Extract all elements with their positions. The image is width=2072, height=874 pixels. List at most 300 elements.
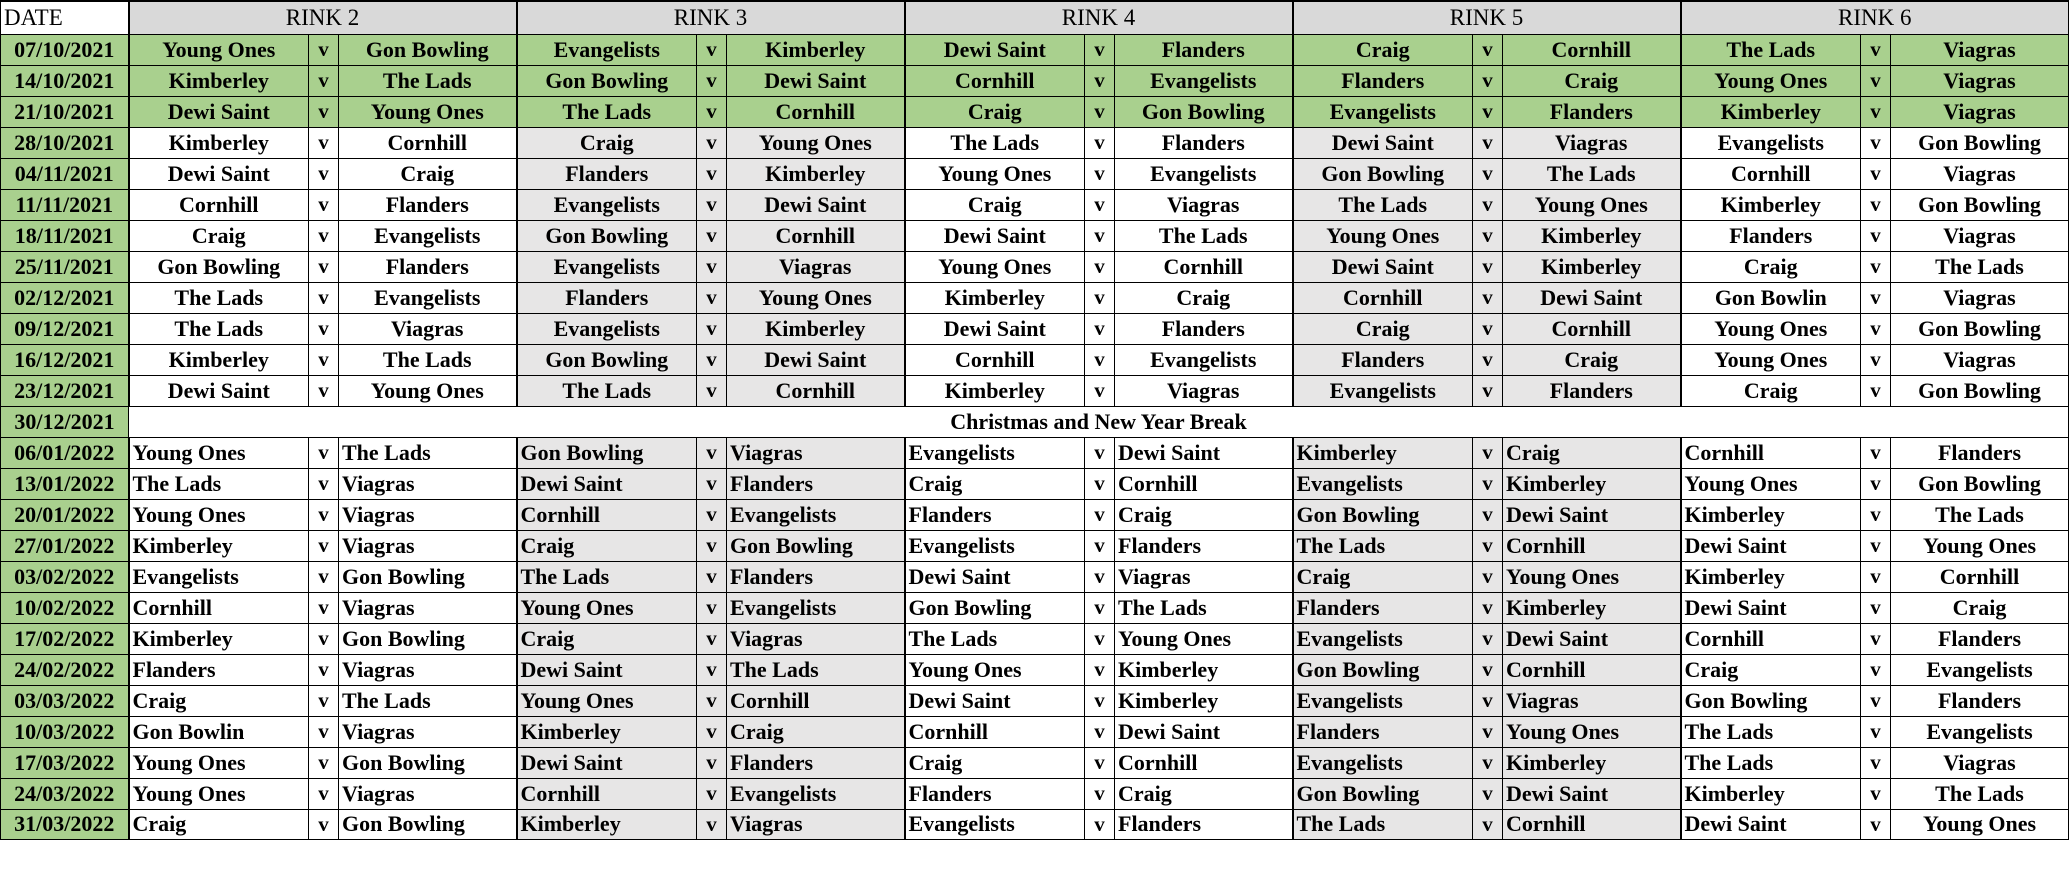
- away-team-cell[interactable]: Viagras: [339, 654, 517, 685]
- away-team-cell[interactable]: Cornhill: [727, 220, 905, 251]
- home-team-cell[interactable]: Flanders: [129, 654, 309, 685]
- date-cell[interactable]: 31/03/2022: [1, 809, 129, 839]
- away-team-cell[interactable]: Young Ones: [727, 282, 905, 313]
- away-team-cell[interactable]: Evangelists: [727, 499, 905, 530]
- away-team-cell[interactable]: Cornhill: [1503, 34, 1681, 65]
- away-team-cell[interactable]: Evangelists: [1115, 344, 1293, 375]
- away-team-cell[interactable]: Craig: [1115, 499, 1293, 530]
- home-team-cell[interactable]: Gon Bowling: [1293, 499, 1473, 530]
- date-cell[interactable]: 16/12/2021: [1, 344, 129, 375]
- vs-cell[interactable]: v: [1861, 623, 1891, 654]
- home-team-cell[interactable]: Young Ones: [1681, 65, 1861, 96]
- home-team-cell[interactable]: Craig: [905, 96, 1085, 127]
- date-cell[interactable]: 20/01/2022: [1, 499, 129, 530]
- vs-cell[interactable]: v: [1473, 592, 1503, 623]
- away-team-cell[interactable]: Viagras: [727, 809, 905, 839]
- vs-cell[interactable]: v: [1085, 96, 1115, 127]
- home-team-cell[interactable]: Dewi Saint: [905, 220, 1085, 251]
- home-team-cell[interactable]: Evangelists: [1293, 747, 1473, 778]
- vs-cell[interactable]: v: [697, 778, 727, 809]
- away-team-cell[interactable]: The Lads: [727, 654, 905, 685]
- home-team-cell[interactable]: Craig: [517, 623, 697, 654]
- rink-header-5[interactable]: RINK 5: [1293, 1, 1681, 34]
- vs-cell[interactable]: v: [1861, 344, 1891, 375]
- away-team-cell[interactable]: Gon Bowling: [1891, 468, 2069, 499]
- vs-cell[interactable]: v: [1085, 127, 1115, 158]
- vs-cell[interactable]: v: [1085, 313, 1115, 344]
- vs-cell[interactable]: v: [697, 623, 727, 654]
- home-team-cell[interactable]: Cornhill: [1681, 437, 1861, 468]
- away-team-cell[interactable]: Craig: [1891, 592, 2069, 623]
- vs-cell[interactable]: v: [309, 189, 339, 220]
- vs-cell[interactable]: v: [1473, 282, 1503, 313]
- vs-cell[interactable]: v: [1473, 127, 1503, 158]
- vs-cell[interactable]: v: [1085, 468, 1115, 499]
- away-team-cell[interactable]: Gon Bowling: [1891, 313, 2069, 344]
- vs-cell[interactable]: v: [697, 685, 727, 716]
- away-team-cell[interactable]: Dewi Saint: [1503, 499, 1681, 530]
- home-team-cell[interactable]: The Lads: [517, 96, 697, 127]
- vs-cell[interactable]: v: [309, 623, 339, 654]
- home-team-cell[interactable]: Craig: [129, 685, 309, 716]
- away-team-cell[interactable]: Cornhill: [1891, 561, 2069, 592]
- home-team-cell[interactable]: Kimberley: [129, 623, 309, 654]
- vs-cell[interactable]: v: [1085, 189, 1115, 220]
- home-team-cell[interactable]: Young Ones: [905, 158, 1085, 189]
- home-team-cell[interactable]: Kimberley: [1681, 96, 1861, 127]
- away-team-cell[interactable]: Viagras: [339, 716, 517, 747]
- away-team-cell[interactable]: Kimberley: [1503, 251, 1681, 282]
- vs-cell[interactable]: v: [1861, 685, 1891, 716]
- vs-cell[interactable]: v: [1473, 623, 1503, 654]
- home-team-cell[interactable]: Gon Bowlin: [129, 716, 309, 747]
- away-team-cell[interactable]: Evangelists: [1115, 65, 1293, 96]
- home-team-cell[interactable]: Cornhill: [1681, 623, 1861, 654]
- away-team-cell[interactable]: Young Ones: [727, 127, 905, 158]
- break-message[interactable]: Christmas and New Year Break: [129, 406, 2069, 437]
- vs-cell[interactable]: v: [309, 561, 339, 592]
- date-header[interactable]: DATE: [1, 1, 129, 34]
- away-team-cell[interactable]: Dewi Saint: [727, 189, 905, 220]
- home-team-cell[interactable]: Dewi Saint: [129, 158, 309, 189]
- away-team-cell[interactable]: Flanders: [727, 561, 905, 592]
- away-team-cell[interactable]: Viagras: [1891, 344, 2069, 375]
- away-team-cell[interactable]: Gon Bowling: [1891, 375, 2069, 406]
- vs-cell[interactable]: v: [1473, 189, 1503, 220]
- home-team-cell[interactable]: Young Ones: [905, 654, 1085, 685]
- away-team-cell[interactable]: Kimberley: [727, 34, 905, 65]
- away-team-cell[interactable]: Dewi Saint: [1503, 778, 1681, 809]
- vs-cell[interactable]: v: [697, 468, 727, 499]
- home-team-cell[interactable]: Flanders: [1681, 220, 1861, 251]
- home-team-cell[interactable]: Young Ones: [1681, 468, 1861, 499]
- home-team-cell[interactable]: The Lads: [129, 468, 309, 499]
- home-team-cell[interactable]: Gon Bowling: [905, 592, 1085, 623]
- away-team-cell[interactable]: Gon Bowling: [339, 747, 517, 778]
- away-team-cell[interactable]: Viagras: [339, 499, 517, 530]
- away-team-cell[interactable]: Viagras: [339, 468, 517, 499]
- away-team-cell[interactable]: Kimberley: [727, 313, 905, 344]
- home-team-cell[interactable]: Evangelists: [129, 561, 309, 592]
- home-team-cell[interactable]: Dewi Saint: [1681, 809, 1861, 839]
- home-team-cell[interactable]: Craig: [905, 189, 1085, 220]
- away-team-cell[interactable]: Viagras: [1891, 220, 2069, 251]
- home-team-cell[interactable]: Evangelists: [1681, 127, 1861, 158]
- away-team-cell[interactable]: Flanders: [1115, 809, 1293, 839]
- vs-cell[interactable]: v: [1085, 499, 1115, 530]
- vs-cell[interactable]: v: [1085, 747, 1115, 778]
- away-team-cell[interactable]: Gon Bowling: [1891, 189, 2069, 220]
- vs-cell[interactable]: v: [1861, 747, 1891, 778]
- vs-cell[interactable]: v: [1473, 34, 1503, 65]
- away-team-cell[interactable]: The Lads: [1115, 220, 1293, 251]
- away-team-cell[interactable]: Young Ones: [1503, 716, 1681, 747]
- away-team-cell[interactable]: Evangelists: [727, 778, 905, 809]
- away-team-cell[interactable]: Viagras: [1503, 685, 1681, 716]
- home-team-cell[interactable]: The Lads: [517, 375, 697, 406]
- vs-cell[interactable]: v: [697, 158, 727, 189]
- home-team-cell[interactable]: The Lads: [905, 623, 1085, 654]
- home-team-cell[interactable]: Craig: [517, 127, 697, 158]
- home-team-cell[interactable]: Evangelists: [905, 437, 1085, 468]
- home-team-cell[interactable]: Evangelists: [1293, 685, 1473, 716]
- vs-cell[interactable]: v: [1861, 282, 1891, 313]
- away-team-cell[interactable]: Cornhill: [727, 96, 905, 127]
- home-team-cell[interactable]: Dewi Saint: [129, 96, 309, 127]
- away-team-cell[interactable]: Flanders: [1115, 530, 1293, 561]
- vs-cell[interactable]: v: [309, 313, 339, 344]
- rink-header-4[interactable]: RINK 4: [905, 1, 1293, 34]
- home-team-cell[interactable]: Evangelists: [517, 313, 697, 344]
- away-team-cell[interactable]: Craig: [1115, 282, 1293, 313]
- vs-cell[interactable]: v: [1473, 158, 1503, 189]
- away-team-cell[interactable]: Dewi Saint: [1503, 623, 1681, 654]
- home-team-cell[interactable]: Cornhill: [1293, 282, 1473, 313]
- vs-cell[interactable]: v: [1861, 654, 1891, 685]
- away-team-cell[interactable]: The Lads: [1891, 499, 2069, 530]
- vs-cell[interactable]: v: [697, 220, 727, 251]
- home-team-cell[interactable]: Evangelists: [517, 34, 697, 65]
- away-team-cell[interactable]: Evangelists: [339, 282, 517, 313]
- vs-cell[interactable]: v: [309, 716, 339, 747]
- away-team-cell[interactable]: Flanders: [1503, 375, 1681, 406]
- vs-cell[interactable]: v: [697, 251, 727, 282]
- away-team-cell[interactable]: Kimberley: [1503, 220, 1681, 251]
- vs-cell[interactable]: v: [1473, 468, 1503, 499]
- home-team-cell[interactable]: The Lads: [517, 561, 697, 592]
- vs-cell[interactable]: v: [697, 747, 727, 778]
- away-team-cell[interactable]: Young Ones: [339, 375, 517, 406]
- vs-cell[interactable]: v: [1085, 561, 1115, 592]
- vs-cell[interactable]: v: [1473, 313, 1503, 344]
- vs-cell[interactable]: v: [1861, 468, 1891, 499]
- vs-cell[interactable]: v: [1861, 313, 1891, 344]
- home-team-cell[interactable]: The Lads: [129, 313, 309, 344]
- vs-cell[interactable]: v: [309, 65, 339, 96]
- home-team-cell[interactable]: The Lads: [1293, 189, 1473, 220]
- date-cell[interactable]: 28/10/2021: [1, 127, 129, 158]
- vs-cell[interactable]: v: [1861, 437, 1891, 468]
- away-team-cell[interactable]: Cornhill: [1115, 747, 1293, 778]
- vs-cell[interactable]: v: [1085, 344, 1115, 375]
- away-team-cell[interactable]: Kimberley: [1503, 592, 1681, 623]
- vs-cell[interactable]: v: [1861, 809, 1891, 839]
- vs-cell[interactable]: v: [1085, 251, 1115, 282]
- home-team-cell[interactable]: Young Ones: [129, 499, 309, 530]
- date-cell[interactable]: 10/03/2022: [1, 716, 129, 747]
- date-cell[interactable]: 14/10/2021: [1, 65, 129, 96]
- home-team-cell[interactable]: Kimberley: [517, 716, 697, 747]
- rink-header-6[interactable]: RINK 6: [1681, 1, 2069, 34]
- home-team-cell[interactable]: Flanders: [1293, 592, 1473, 623]
- away-team-cell[interactable]: Flanders: [1891, 685, 2069, 716]
- date-cell[interactable]: 06/01/2022: [1, 437, 129, 468]
- vs-cell[interactable]: v: [309, 251, 339, 282]
- away-team-cell[interactable]: Evangelists: [339, 220, 517, 251]
- away-team-cell[interactable]: Flanders: [1115, 127, 1293, 158]
- vs-cell[interactable]: v: [309, 747, 339, 778]
- vs-cell[interactable]: v: [1473, 375, 1503, 406]
- away-team-cell[interactable]: Gon Bowling: [339, 561, 517, 592]
- vs-cell[interactable]: v: [1861, 561, 1891, 592]
- home-team-cell[interactable]: Dewi Saint: [1681, 592, 1861, 623]
- away-team-cell[interactable]: Gon Bowling: [339, 809, 517, 839]
- away-team-cell[interactable]: Viagras: [1115, 561, 1293, 592]
- vs-cell[interactable]: v: [1861, 158, 1891, 189]
- away-team-cell[interactable]: The Lads: [339, 437, 517, 468]
- vs-cell[interactable]: v: [309, 437, 339, 468]
- home-team-cell[interactable]: Dewi Saint: [1681, 530, 1861, 561]
- home-team-cell[interactable]: The Lads: [1293, 809, 1473, 839]
- home-team-cell[interactable]: Craig: [1681, 654, 1861, 685]
- away-team-cell[interactable]: Cornhill: [339, 127, 517, 158]
- away-team-cell[interactable]: Kimberley: [1503, 468, 1681, 499]
- away-team-cell[interactable]: Viagras: [339, 592, 517, 623]
- away-team-cell[interactable]: Young Ones: [1891, 530, 2069, 561]
- vs-cell[interactable]: v: [1473, 220, 1503, 251]
- home-team-cell[interactable]: Evangelists: [1293, 623, 1473, 654]
- vs-cell[interactable]: v: [1473, 809, 1503, 839]
- away-team-cell[interactable]: Viagras: [1115, 189, 1293, 220]
- vs-cell[interactable]: v: [697, 189, 727, 220]
- home-team-cell[interactable]: Dewi Saint: [517, 468, 697, 499]
- home-team-cell[interactable]: Craig: [129, 220, 309, 251]
- vs-cell[interactable]: v: [1085, 375, 1115, 406]
- vs-cell[interactable]: v: [1473, 685, 1503, 716]
- home-team-cell[interactable]: Flanders: [1293, 344, 1473, 375]
- home-team-cell[interactable]: Flanders: [905, 499, 1085, 530]
- away-team-cell[interactable]: Gon Bowling: [1891, 127, 2069, 158]
- vs-cell[interactable]: v: [697, 375, 727, 406]
- home-team-cell[interactable]: Cornhill: [905, 716, 1085, 747]
- away-team-cell[interactable]: Viagras: [727, 623, 905, 654]
- away-team-cell[interactable]: Viagras: [727, 251, 905, 282]
- away-team-cell[interactable]: The Lads: [339, 685, 517, 716]
- away-team-cell[interactable]: Young Ones: [1503, 189, 1681, 220]
- away-team-cell[interactable]: Cornhill: [1503, 530, 1681, 561]
- home-team-cell[interactable]: Cornhill: [1681, 158, 1861, 189]
- date-cell[interactable]: 17/02/2022: [1, 623, 129, 654]
- vs-cell[interactable]: v: [697, 654, 727, 685]
- home-team-cell[interactable]: Kimberley: [1681, 561, 1861, 592]
- vs-cell[interactable]: v: [309, 158, 339, 189]
- away-team-cell[interactable]: Flanders: [1115, 313, 1293, 344]
- home-team-cell[interactable]: Gon Bowling: [517, 344, 697, 375]
- date-cell[interactable]: 24/02/2022: [1, 654, 129, 685]
- away-team-cell[interactable]: The Lads: [339, 344, 517, 375]
- home-team-cell[interactable]: Gon Bowlin: [1681, 282, 1861, 313]
- away-team-cell[interactable]: Viagras: [727, 437, 905, 468]
- home-team-cell[interactable]: Kimberley: [905, 282, 1085, 313]
- home-team-cell[interactable]: Evangelists: [905, 809, 1085, 839]
- vs-cell[interactable]: v: [697, 499, 727, 530]
- date-cell[interactable]: 11/11/2021: [1, 189, 129, 220]
- vs-cell[interactable]: v: [1085, 158, 1115, 189]
- away-team-cell[interactable]: Gon Bowling: [339, 623, 517, 654]
- home-team-cell[interactable]: Kimberley: [1681, 189, 1861, 220]
- home-team-cell[interactable]: Kimberley: [1681, 778, 1861, 809]
- home-team-cell[interactable]: Craig: [1681, 375, 1861, 406]
- vs-cell[interactable]: v: [1861, 530, 1891, 561]
- home-team-cell[interactable]: Kimberley: [129, 127, 309, 158]
- away-team-cell[interactable]: Gon Bowling: [339, 34, 517, 65]
- home-team-cell[interactable]: Craig: [517, 530, 697, 561]
- vs-cell[interactable]: v: [697, 65, 727, 96]
- away-team-cell[interactable]: Craig: [1503, 65, 1681, 96]
- away-team-cell[interactable]: Viagras: [339, 778, 517, 809]
- vs-cell[interactable]: v: [309, 530, 339, 561]
- home-team-cell[interactable]: Kimberley: [1681, 499, 1861, 530]
- home-team-cell[interactable]: Gon Bowling: [1293, 654, 1473, 685]
- vs-cell[interactable]: v: [309, 282, 339, 313]
- away-team-cell[interactable]: Flanders: [727, 747, 905, 778]
- home-team-cell[interactable]: Dewi Saint: [905, 34, 1085, 65]
- away-team-cell[interactable]: Young Ones: [339, 96, 517, 127]
- away-team-cell[interactable]: Craig: [1115, 778, 1293, 809]
- vs-cell[interactable]: v: [697, 34, 727, 65]
- away-team-cell[interactable]: Kimberley: [1115, 654, 1293, 685]
- home-team-cell[interactable]: Evangelists: [517, 251, 697, 282]
- away-team-cell[interactable]: Gon Bowling: [727, 530, 905, 561]
- vs-cell[interactable]: v: [1473, 716, 1503, 747]
- vs-cell[interactable]: v: [309, 34, 339, 65]
- home-team-cell[interactable]: Gon Bowling: [1681, 685, 1861, 716]
- home-team-cell[interactable]: Evangelists: [1293, 96, 1473, 127]
- home-team-cell[interactable]: Gon Bowling: [517, 65, 697, 96]
- vs-cell[interactable]: v: [1085, 778, 1115, 809]
- vs-cell[interactable]: v: [1861, 127, 1891, 158]
- away-team-cell[interactable]: Viagras: [1891, 34, 2069, 65]
- home-team-cell[interactable]: Cornhill: [129, 189, 309, 220]
- date-cell[interactable]: 18/11/2021: [1, 220, 129, 251]
- away-team-cell[interactable]: Viagras: [1891, 96, 2069, 127]
- home-team-cell[interactable]: The Lads: [1681, 747, 1861, 778]
- vs-cell[interactable]: v: [309, 375, 339, 406]
- away-team-cell[interactable]: Viagras: [1891, 158, 2069, 189]
- vs-cell[interactable]: v: [309, 220, 339, 251]
- home-team-cell[interactable]: Dewi Saint: [1293, 127, 1473, 158]
- vs-cell[interactable]: v: [1861, 592, 1891, 623]
- vs-cell[interactable]: v: [697, 530, 727, 561]
- away-team-cell[interactable]: The Lads: [1891, 251, 2069, 282]
- vs-cell[interactable]: v: [1085, 282, 1115, 313]
- vs-cell[interactable]: v: [1473, 747, 1503, 778]
- home-team-cell[interactable]: Kimberley: [129, 530, 309, 561]
- away-team-cell[interactable]: Young Ones: [1115, 623, 1293, 654]
- vs-cell[interactable]: v: [697, 344, 727, 375]
- vs-cell[interactable]: v: [1085, 809, 1115, 839]
- away-team-cell[interactable]: Dewi Saint: [727, 344, 905, 375]
- vs-cell[interactable]: v: [1085, 685, 1115, 716]
- home-team-cell[interactable]: Young Ones: [517, 592, 697, 623]
- vs-cell[interactable]: v: [1085, 220, 1115, 251]
- date-cell[interactable]: 30/12/2021: [1, 406, 129, 437]
- date-cell[interactable]: 23/12/2021: [1, 375, 129, 406]
- home-team-cell[interactable]: Dewi Saint: [905, 685, 1085, 716]
- away-team-cell[interactable]: Viagras: [1891, 65, 2069, 96]
- home-team-cell[interactable]: Evangelists: [1293, 468, 1473, 499]
- vs-cell[interactable]: v: [1085, 623, 1115, 654]
- home-team-cell[interactable]: Gon Bowling: [129, 251, 309, 282]
- away-team-cell[interactable]: Flanders: [1503, 96, 1681, 127]
- vs-cell[interactable]: v: [1473, 65, 1503, 96]
- vs-cell[interactable]: v: [697, 716, 727, 747]
- vs-cell[interactable]: v: [1861, 251, 1891, 282]
- vs-cell[interactable]: v: [1473, 778, 1503, 809]
- vs-cell[interactable]: v: [309, 685, 339, 716]
- away-team-cell[interactable]: The Lads: [1891, 778, 2069, 809]
- date-cell[interactable]: 24/03/2022: [1, 778, 129, 809]
- away-team-cell[interactable]: Dewi Saint: [1115, 437, 1293, 468]
- rink-header-2[interactable]: RINK 2: [129, 1, 517, 34]
- home-team-cell[interactable]: Flanders: [517, 158, 697, 189]
- away-team-cell[interactable]: Flanders: [1115, 34, 1293, 65]
- away-team-cell[interactable]: Viagras: [1891, 747, 2069, 778]
- vs-cell[interactable]: v: [1473, 96, 1503, 127]
- vs-cell[interactable]: v: [1085, 654, 1115, 685]
- date-cell[interactable]: 25/11/2021: [1, 251, 129, 282]
- away-team-cell[interactable]: Cornhill: [1503, 313, 1681, 344]
- vs-cell[interactable]: v: [697, 809, 727, 839]
- vs-cell[interactable]: v: [1861, 96, 1891, 127]
- away-team-cell[interactable]: Craig: [1503, 437, 1681, 468]
- home-team-cell[interactable]: Dewi Saint: [905, 561, 1085, 592]
- vs-cell[interactable]: v: [309, 809, 339, 839]
- away-team-cell[interactable]: Cornhill: [1115, 251, 1293, 282]
- vs-cell[interactable]: v: [1473, 437, 1503, 468]
- home-team-cell[interactable]: Craig: [129, 809, 309, 839]
- home-team-cell[interactable]: Gon Bowling: [517, 220, 697, 251]
- home-team-cell[interactable]: Craig: [905, 747, 1085, 778]
- date-cell[interactable]: 02/12/2021: [1, 282, 129, 313]
- home-team-cell[interactable]: Young Ones: [129, 778, 309, 809]
- date-cell[interactable]: 13/01/2022: [1, 468, 129, 499]
- home-team-cell[interactable]: Young Ones: [517, 685, 697, 716]
- away-team-cell[interactable]: Viagras: [1115, 375, 1293, 406]
- away-team-cell[interactable]: Viagras: [1503, 127, 1681, 158]
- home-team-cell[interactable]: Young Ones: [129, 437, 309, 468]
- home-team-cell[interactable]: Kimberley: [517, 809, 697, 839]
- away-team-cell[interactable]: Young Ones: [1891, 809, 2069, 839]
- away-team-cell[interactable]: Kimberley: [1115, 685, 1293, 716]
- home-team-cell[interactable]: The Lads: [905, 127, 1085, 158]
- away-team-cell[interactable]: Flanders: [727, 468, 905, 499]
- away-team-cell[interactable]: Viagras: [339, 313, 517, 344]
- away-team-cell[interactable]: Kimberley: [1503, 747, 1681, 778]
- away-team-cell[interactable]: The Lads: [1503, 158, 1681, 189]
- date-cell[interactable]: 17/03/2022: [1, 747, 129, 778]
- home-team-cell[interactable]: Gon Bowling: [517, 437, 697, 468]
